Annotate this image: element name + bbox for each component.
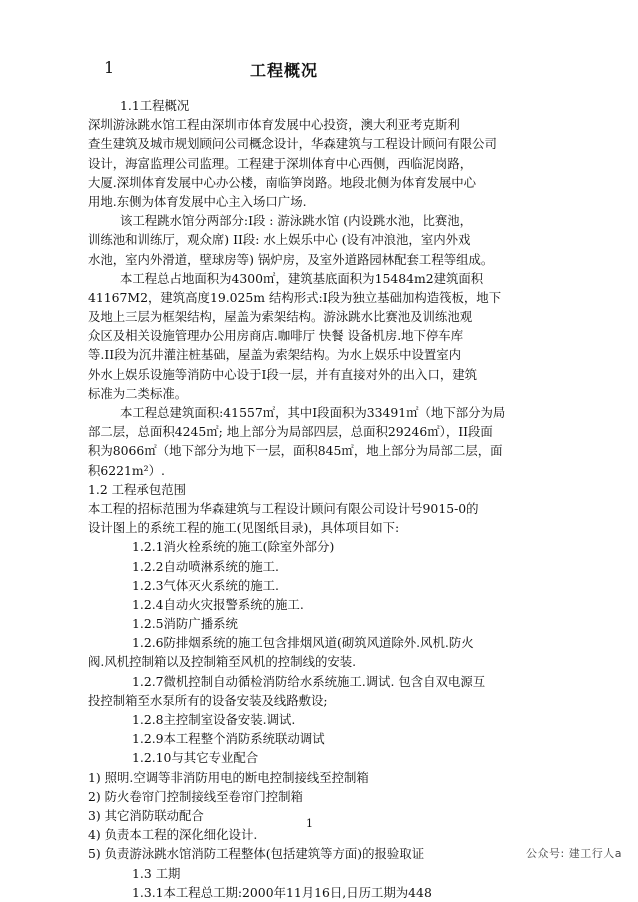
text-line: 大厦.深圳体育发展中心办公楼，南临笋岗路。地段北侧为体育发展中心 (88, 174, 477, 190)
text-line: 及地上三层为框架结构，屋盖为索架结构。游泳跳水比赛池及训练池观 (88, 309, 473, 325)
list-item: 1.2.1消火栓系统的施工(除室外部分) (132, 539, 335, 555)
list-item: 1.2.7微机控制自动循检消防给水系统施工.调试. 包含自双电源互 (132, 673, 486, 689)
text-line: 本工程总占地面积为4300㎡，建筑基底面积为15484m2建筑面积 (120, 270, 484, 286)
watermark: 公众号: 建工行人a (526, 847, 622, 860)
text-line: 用地.东侧为体育发展中心主入场口广场. (88, 193, 307, 209)
chapter-number: 1 (104, 58, 115, 77)
text-line: 阀.风机控制箱以及控制箱至风机的控制线的安装. (88, 654, 357, 670)
text-line: 外水上娱乐设施等消防中心设于I段一层，并有直接对外的出入口，建筑 (88, 366, 478, 382)
text-line: 水池，室内外滑道，壁球房等) 锅炉房，及室外道路园林配套工程等组成。 (88, 251, 494, 267)
section-heading-1-2: 1.2 工程承包范围 (88, 481, 186, 497)
list-item: 1.2.2自动喷淋系统的施工. (132, 558, 279, 574)
list-item: 1) 照明.空调等非消防用电的断电控制接线至控制箱 (88, 769, 369, 785)
text-line: 投控制箱至水泵所有的设备安装及线路敷设; (88, 692, 328, 708)
text-line: 41167M2，建筑高度19.025m 结构形式:I段为独立基础加构造筏板，地下 (88, 289, 502, 305)
list-item: 2) 防火卷帘门控制接线至卷帘门控制箱 (88, 788, 303, 804)
list-item: 1.2.5消防广播系统 (132, 616, 238, 632)
text-line: 标准为二类标准。 (88, 385, 188, 401)
text-line: 训练池和训练厅，观众席) II段: 水上娱乐中心 (设有冲浪池，室内外戏 (88, 232, 471, 248)
text-line: 本工程的招标范围为华森建筑与工程设计顾问有限公司设计号9015-0的 (88, 500, 479, 516)
section-heading-1-1: 1.1工程概况 (120, 98, 190, 113)
list-item: 5) 负责游泳跳水馆消防工程整体(包括建筑等方面)的报验取证 (88, 846, 425, 862)
text-line: 等.II段为沉井灌注桩基础，屋盖为索架结构。为水上娱乐中设置室内 (88, 347, 462, 363)
text-line: 深圳游泳跳水馆工程由深圳市体育发展中心投资，澳大利亚考克斯利 (88, 117, 460, 133)
text-line: 该工程跳水馆分两部分:I段 : 游泳跳水馆 (内设跳水池，比赛池， (120, 213, 473, 229)
text-line: 1.3.1本工程总工期:2000年11月16日,日历工期为448 (132, 884, 432, 900)
list-item: 4) 负责本工程的深化细化设计. (88, 827, 258, 843)
text-line: 设计，海富监理公司监理。工程建于深圳体育中心西侧，西临泥岗路， (88, 155, 473, 171)
list-item: 1.2.9本工程整个消防系统联动调试 (132, 731, 325, 747)
list-item: 3) 其它消防联动配合 (88, 807, 204, 823)
list-item: 1.2.3气体灭火系统的施工. (132, 577, 279, 593)
text-line: 本工程总建筑面积:41557㎡，其中I段面积为33491㎡（地下部分为局 (120, 405, 506, 420)
list-item: 1.2.10与其它专业配合 (132, 750, 259, 766)
section-heading-1-3: 1.3 工期 (132, 865, 181, 881)
text-line: 部二层，总面积4245㎡; 地上部分为局部四层，总面积29246㎡），II段面 (88, 424, 493, 440)
text-line: 众区及相关设施管理办公用房商店.咖啡厅 快餐 设备机房.地下停车库 (88, 328, 464, 344)
text-line: 查生建筑及城市规划顾问公司概念设计，华森建筑与工程设计顾问有限公司 (88, 136, 497, 152)
text-line: 积6221m²）. (88, 462, 165, 478)
text-line: 设计图上的系统工程的施工(见图纸目录)，具体项目如下: (88, 520, 400, 536)
list-item: 1.2.6防排烟系统的施工包含排烟风道(砌筑风道除外.风机.防火 (132, 635, 474, 651)
text-line: 积为8066㎡（地下部分为地下一层，面积845㎡，地上部分为局部二层，面 (88, 443, 503, 459)
list-item: 1.2.8主控制室设备安装.调试. (132, 712, 296, 727)
list-item: 1.2.4自动火灾报警系统的施工. (132, 596, 304, 612)
page-number: 1 (306, 817, 313, 830)
chapter-title: 工程概况 (250, 61, 319, 80)
document-body (88, 96, 608, 902)
